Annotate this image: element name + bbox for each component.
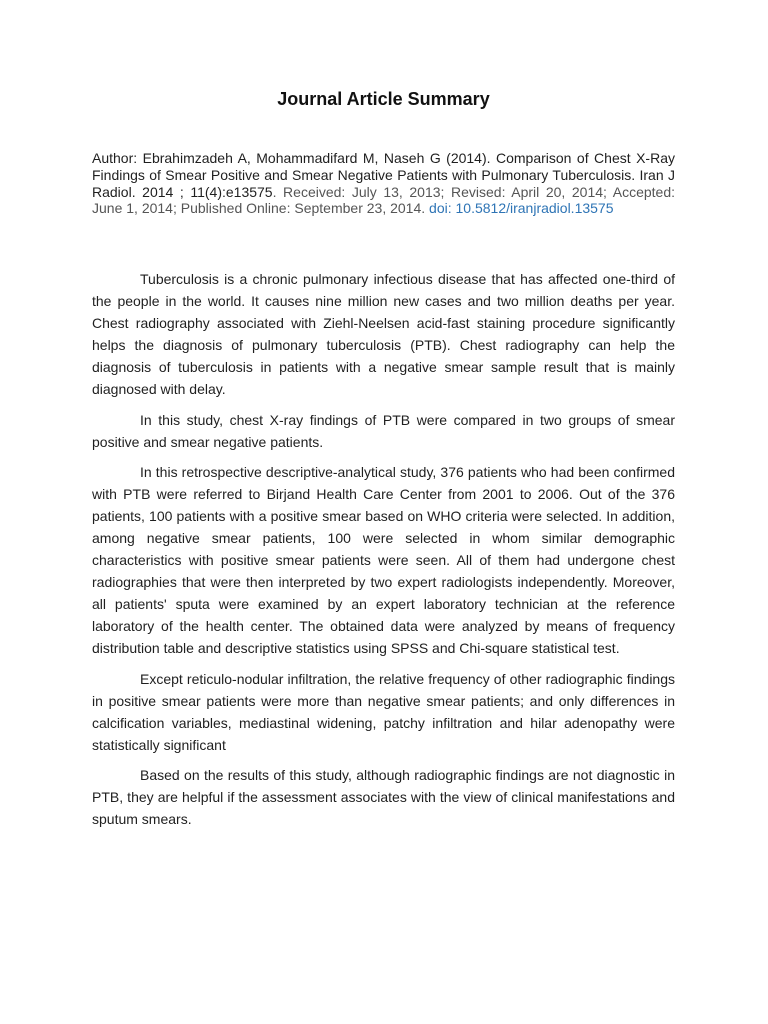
doi-link[interactable]: doi: 10.5812/iranjradiol.13575 bbox=[429, 200, 614, 217]
paragraph-results: Except reticulo-nodular infiltration, the relative frequency of other radiographic findings in positive smear patients were more than negative smear patients; and only differences in calcification variables, mediastinal widening, patchy infiltration and hilar adenopathy were statistically significant bbox=[92, 670, 675, 753]
paragraph-conclusion: Based on the results of this study, although radiographic findings are not diagnostic in PTB, they are helpful if the assessment associates with the view of clinical manifestations and sputum smears. bbox=[92, 767, 675, 827]
article-body bbox=[92, 268, 675, 839]
citation-dates: . Received: July 13, 2013; Revised: April 20, 2014; Accepted: June 1, 2014; Published Online: bbox=[92, 183, 675, 217]
citation-authors: Author: Ebrahimzadeh A, Mohammadifard M, Naseh G (2014). Comparison of Chest X-Ray Findings of Smear Positive and Smear Negative Patients with Pulmonary Tuberculosis. Iran J Radiol. 2014 ; 11(4):e13575 bbox=[92, 150, 675, 200]
paragraph-background: Tuberculosis is a chronic pulmonary infectious disease that has affected one-third of the people in the world. It causes nine million new cases and two million deaths per year. Chest radiography associated with Ziehl-Neelsen acid-fast staining procedure significantly helps the diagnosis of pulmonary tuberculosis (PTB). Chest radiography can help the diagnosis of tuberculosis in patients with a negative smear sample result that is mainly diagnosed with delay. bbox=[92, 271, 675, 397]
citation-block bbox=[92, 150, 675, 217]
paragraph-objective: In this study, chest X-ray findings of PTB were compared in two groups of smear positive and smear negative patients. bbox=[92, 411, 675, 450]
document-title: Journal Article Summary bbox=[277, 89, 490, 109]
paragraph-methods: In this retrospective descriptive-analytical study, 376 patients who had been confirmed with PTB were referred to Birjand Health Care Center from 2001 to 2006. Out of the 376 patients, 100 patients with a positive smear based on WHO criteria were selected. In addition, among negative smear patients, 100 were selected in whom similar demographic characteristics with positive smear patients were seen. All of them had undergone chest radiographies that were then interpreted by two expert radiologists independently. Moreover, all patients' sputa were examined by an expert laboratory technician at the reference laboratory of the health center. The obtained data were analyzed by means of frequency distribution table and descriptive statistics using SPSS and Chi-square statistical test. bbox=[92, 464, 675, 656]
citation-published-date: September 23, 2014. bbox=[294, 200, 426, 217]
